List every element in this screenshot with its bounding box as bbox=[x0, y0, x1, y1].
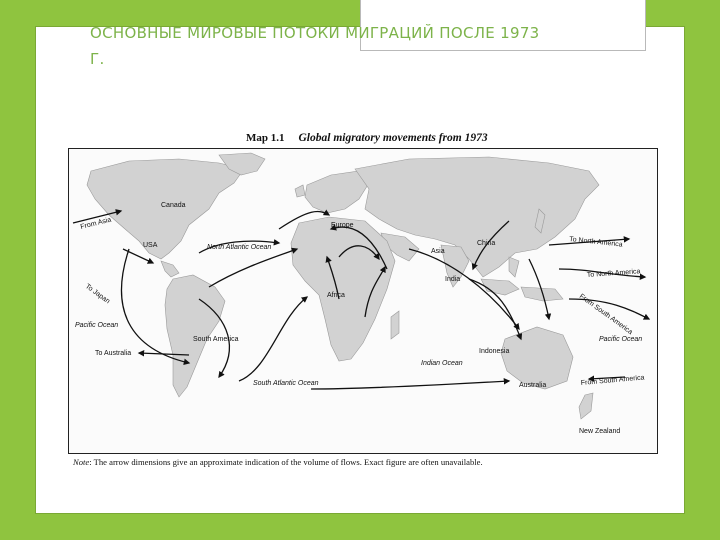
flow-to-japan: To Japan bbox=[83, 282, 111, 306]
slide-title: ОСНОВНЫЕ МИРОВЫЕ ПОТОКИ МИГРАЦИЙ ПОСЛЕ 1973 Г. bbox=[90, 24, 540, 68]
label-usa: USA bbox=[143, 242, 158, 249]
label-asia: Asia bbox=[431, 248, 445, 255]
world-migration-map bbox=[68, 148, 658, 454]
label-africa: Africa bbox=[327, 292, 345, 299]
label-australia: Australia bbox=[519, 382, 547, 389]
label-indonesia: Indonesia bbox=[479, 348, 510, 355]
map-graphic bbox=[69, 149, 657, 453]
flow-from-asia: From Asia bbox=[79, 216, 113, 231]
note-text: : The arrow dimensions give an approximate indication of the volume of flows. Exact figure are often unavailable. bbox=[89, 457, 483, 467]
map-note bbox=[73, 457, 483, 467]
map-caption bbox=[246, 128, 488, 146]
label-south-atlantic: South Atlantic Ocean bbox=[253, 380, 319, 387]
flow-to-north-america-1: To North America bbox=[568, 236, 623, 249]
flow-from-south-america-2: From South America bbox=[580, 374, 645, 387]
label-south-america: South America bbox=[193, 336, 239, 343]
label-china: China bbox=[477, 240, 496, 247]
landmasses bbox=[87, 153, 599, 419]
label-canada: Canada bbox=[161, 202, 186, 209]
label-europe: Europe bbox=[331, 222, 354, 229]
map-number: Map 1.1 bbox=[246, 132, 285, 144]
label-pacific-west: Pacific Ocean bbox=[75, 322, 119, 329]
flow-to-australia: To Australia bbox=[95, 350, 132, 357]
flow-to-north-america-2: To North America bbox=[586, 268, 641, 279]
label-indian-ocean: Indian Ocean bbox=[421, 360, 463, 367]
flow-from-south-america-1: From South America bbox=[577, 292, 634, 337]
label-india: India bbox=[445, 276, 461, 283]
label-new-zealand: New Zealand bbox=[579, 428, 621, 435]
note-label: Note bbox=[73, 457, 90, 467]
label-north-atlantic: North Atlantic Ocean bbox=[207, 244, 272, 251]
label-pacific-east: Pacific Ocean bbox=[599, 336, 643, 343]
map-title: Global migratory movements from 1973 bbox=[298, 132, 488, 144]
